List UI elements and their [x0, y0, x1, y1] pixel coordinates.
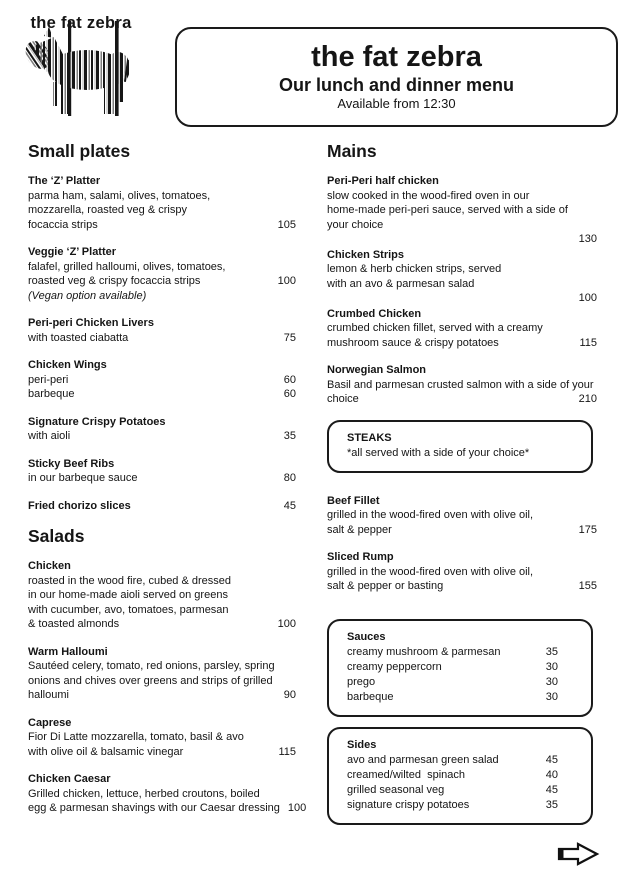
item-price: 45 — [545, 753, 558, 766]
section-heading: Mains — [327, 141, 377, 161]
item-price: 35 — [545, 798, 558, 811]
menu-row — [327, 218, 597, 233]
menu-row — [347, 446, 573, 461]
item-text: STEAKS — [347, 431, 392, 444]
menu-row — [327, 378, 597, 393]
menu-row — [28, 574, 296, 589]
menu-row — [28, 218, 296, 233]
item-text: grilled in the wood-fired oven with olive oil, — [327, 565, 534, 578]
item-text: mozzarella, roasted veg & crispy — [28, 204, 187, 216]
menu-row — [28, 457, 296, 472]
item-price: 45 — [283, 499, 296, 512]
item-text: Crumbed Chicken — [327, 307, 422, 320]
menu-row — [327, 523, 597, 538]
menu-row — [28, 471, 296, 486]
item-text: Grilled chicken, lettuce, herbed croutons, boiled — [28, 787, 260, 800]
item-text: Sauces — [347, 630, 386, 643]
item-price: 40 — [545, 768, 558, 781]
item-text: mushroom sauce & crispy potatoes — [327, 336, 499, 349]
menu-item — [28, 772, 307, 816]
menu-item — [327, 494, 597, 538]
item-text: salt & pepper — [327, 523, 392, 536]
menu-box — [327, 727, 593, 825]
item-price: 30 — [545, 690, 558, 703]
item-price: 210 — [578, 393, 597, 405]
menu-item — [28, 457, 296, 486]
item-text: roasted in the wood fire, cubed & dressed — [28, 574, 232, 587]
menu-row — [327, 291, 597, 306]
menu-row — [327, 189, 597, 204]
menu-item — [28, 499, 296, 514]
section-heading: Salads — [28, 526, 85, 546]
menu-row — [28, 274, 296, 289]
item-price: 155 — [578, 580, 597, 592]
menu-row — [28, 716, 296, 731]
item-text: Signature Crispy Potatoes — [28, 415, 166, 428]
item-text: Chicken — [28, 560, 71, 572]
item-price: 35 — [545, 645, 558, 658]
item-text: with cucumber, avo, tomatoes, parmesan — [28, 603, 229, 616]
item-price: 45 — [545, 783, 558, 796]
menu-row — [327, 494, 597, 509]
item-price: 115 — [579, 336, 597, 349]
item-text: Basil and parmesan crusted salmon with a side of your — [327, 378, 594, 391]
item-text: Sautéed celery, tomato, red onions, parsley, spring — [28, 660, 275, 672]
menu-box — [327, 420, 593, 473]
item-price: 130 — [578, 233, 597, 245]
item-text: slow cooked in the wood-fired oven in our — [327, 189, 530, 202]
item-text: Caprese — [28, 716, 72, 729]
item-price: 30 — [545, 675, 558, 688]
menu-row — [28, 429, 296, 444]
item-text: Veggie ‘Z’ Platter — [28, 246, 117, 258]
menu-row — [327, 508, 597, 523]
item-text: & toasted almonds — [28, 618, 120, 630]
item-text: Beef Fillet — [327, 494, 380, 507]
menu-item — [28, 358, 296, 402]
item-text: with toasted ciabatta — [28, 331, 129, 344]
item-text: Sliced Rump — [327, 551, 394, 563]
menu-row — [327, 550, 597, 565]
menu-row — [327, 565, 597, 580]
menu-row — [28, 659, 296, 674]
item-text: creamy mushroom & parmesan — [347, 645, 501, 658]
menu-availability: Available from 12:30 — [337, 96, 456, 112]
menu-row — [28, 189, 296, 204]
item-text: salt & pepper or basting — [327, 580, 444, 592]
menu-row — [347, 768, 558, 783]
menu-row — [28, 688, 296, 703]
item-text: halloumi — [28, 689, 69, 701]
menu-row — [28, 617, 296, 632]
menu-item — [28, 716, 296, 760]
section-heading: Small plates — [28, 141, 131, 161]
menu-row — [28, 645, 296, 660]
item-text: in our home-made aioli served on greens — [28, 589, 228, 601]
menu-row — [347, 738, 558, 753]
item-price: 100 — [287, 802, 307, 814]
menu-row — [28, 730, 296, 745]
item-text: choice — [327, 393, 359, 405]
item-text: prego — [347, 675, 376, 688]
item-text: grilled in the wood-fired oven with olive oil, — [327, 509, 534, 521]
item-text: focaccia strips — [28, 218, 98, 231]
item-price: 175 — [578, 523, 597, 536]
item-text: in our barbeque sauce — [28, 472, 138, 484]
menu-item — [28, 645, 296, 703]
item-text: with olive oil & balsamic vinegar — [28, 745, 184, 758]
menu-row — [28, 203, 296, 218]
menu-row — [347, 753, 558, 768]
menu-row — [28, 260, 296, 275]
menu-row — [327, 248, 597, 263]
item-text: signature crispy potatoes — [347, 798, 470, 811]
menu-row — [347, 645, 558, 660]
menu-row — [327, 392, 597, 407]
menu-row — [28, 603, 296, 618]
menu-item — [28, 174, 296, 232]
item-price: 75 — [283, 331, 296, 344]
menu-row — [347, 675, 558, 690]
logo — [24, 8, 142, 130]
item-price: 90 — [283, 689, 296, 701]
item-text: roasted veg & crispy focaccia strips — [28, 275, 201, 287]
item-price: 35 — [283, 430, 296, 442]
menu-row — [347, 660, 558, 675]
menu-title: the fat zebra — [311, 40, 482, 73]
menu-item — [28, 415, 296, 444]
item-text: Sides — [347, 738, 377, 751]
menu-row — [28, 772, 296, 787]
item-price: 100 — [277, 618, 296, 630]
menu-row — [28, 316, 296, 331]
item-text: Chicken Strips — [327, 248, 405, 261]
menu-item — [327, 550, 597, 594]
menu-row — [327, 232, 597, 247]
item-text: The ‘Z’ Platter — [28, 175, 101, 187]
item-price: 100 — [277, 275, 296, 287]
item-text: Fior Di Latte mozzarella, tomato, basil & avo — [28, 731, 244, 743]
menu-row — [28, 245, 296, 260]
item-price: 30 — [545, 660, 558, 673]
item-price: 115 — [278, 745, 296, 758]
item-text: creamed/wilted spinach — [347, 768, 466, 781]
menu-item — [327, 248, 597, 306]
menu-row — [327, 336, 597, 351]
item-text: grilled seasonal veg — [347, 783, 445, 796]
item-price: 60 — [283, 388, 296, 400]
menu-row — [347, 690, 558, 705]
item-text: with an avo & parmesan salad — [327, 277, 475, 290]
menu-row — [28, 801, 307, 816]
item-text: Sticky Beef Ribs — [28, 457, 115, 470]
menu-row — [28, 499, 296, 514]
menu-row — [28, 745, 296, 760]
menu-row — [347, 783, 558, 798]
menu-row — [327, 277, 597, 292]
right-column — [327, 141, 597, 838]
item-text: avo and parmesan green salad — [347, 753, 499, 766]
menu-box — [327, 619, 593, 717]
item-text: Chicken Caesar — [28, 773, 111, 785]
item-text: home-made peri-peri sauce, served with a side of — [327, 204, 568, 216]
menu-row — [347, 798, 558, 813]
item-price: 105 — [277, 218, 296, 231]
menu-item — [28, 245, 296, 303]
item-text: peri-peri — [28, 373, 69, 386]
item-text: lemon & herb chicken strips, served — [327, 263, 502, 275]
menu-row — [327, 307, 597, 322]
item-text: Warm Halloumi — [28, 645, 108, 658]
menu-item — [327, 307, 597, 351]
item-text: crumbed chicken fillet, served with a creamy — [327, 322, 543, 334]
item-text: Peri-Peri half chicken — [327, 175, 439, 187]
menu-row — [347, 431, 573, 446]
menu-row — [327, 203, 597, 218]
menu-row — [327, 174, 597, 189]
menu-item — [28, 559, 296, 632]
item-text: barbeque — [28, 388, 75, 400]
menu-item — [28, 316, 296, 345]
menu-item — [327, 363, 597, 407]
item-text: egg & parmesan shavings with our Caesar dressing — [28, 802, 280, 814]
item-text: Chicken Wings — [28, 359, 107, 371]
item-text: Peri-peri Chicken Livers — [28, 317, 154, 329]
item-text: your choice — [327, 218, 384, 231]
menu-row — [347, 630, 558, 645]
left-column — [28, 141, 307, 829]
menu-row — [327, 262, 597, 277]
menu-item — [327, 174, 597, 247]
brand-wordmark: the fat zebra — [30, 14, 132, 32]
menu-row — [28, 415, 296, 430]
menu-row — [28, 559, 296, 574]
menu-row — [28, 174, 296, 189]
item-text: with aioli — [28, 430, 71, 442]
menu-row — [28, 358, 296, 373]
menu-row — [327, 321, 597, 336]
item-text: (Vegan option available) — [28, 289, 147, 302]
next-page-arrow-icon — [556, 841, 600, 867]
menu-title-box — [175, 27, 618, 127]
item-text: Norwegian Salmon — [327, 364, 427, 376]
menu-row — [28, 787, 296, 802]
menu-row — [327, 363, 597, 378]
menu-row — [28, 588, 296, 603]
item-text: falafel, grilled halloumi, olives, tomatoes, — [28, 260, 226, 273]
menu-row — [28, 674, 296, 689]
menu-row — [28, 331, 296, 346]
item-text: onions and chives over greens and strips of grilled — [28, 674, 273, 687]
item-text: parma ham, salami, olives, tomatoes, — [28, 189, 211, 202]
item-text: *all served with a side of your choice* — [347, 446, 530, 459]
item-price: 100 — [578, 292, 597, 304]
item-text: creamy peppercorn — [347, 660, 442, 673]
item-text: barbeque — [347, 690, 394, 703]
item-price: 80 — [283, 472, 296, 484]
menu-row — [28, 289, 296, 304]
item-text: Fried chorizo slices — [28, 499, 131, 512]
menu-row — [28, 373, 296, 388]
menu-row — [28, 387, 296, 402]
menu-subtitle: Our lunch and dinner menu — [278, 74, 514, 95]
item-price: 60 — [283, 373, 296, 386]
menu-row — [327, 579, 597, 594]
